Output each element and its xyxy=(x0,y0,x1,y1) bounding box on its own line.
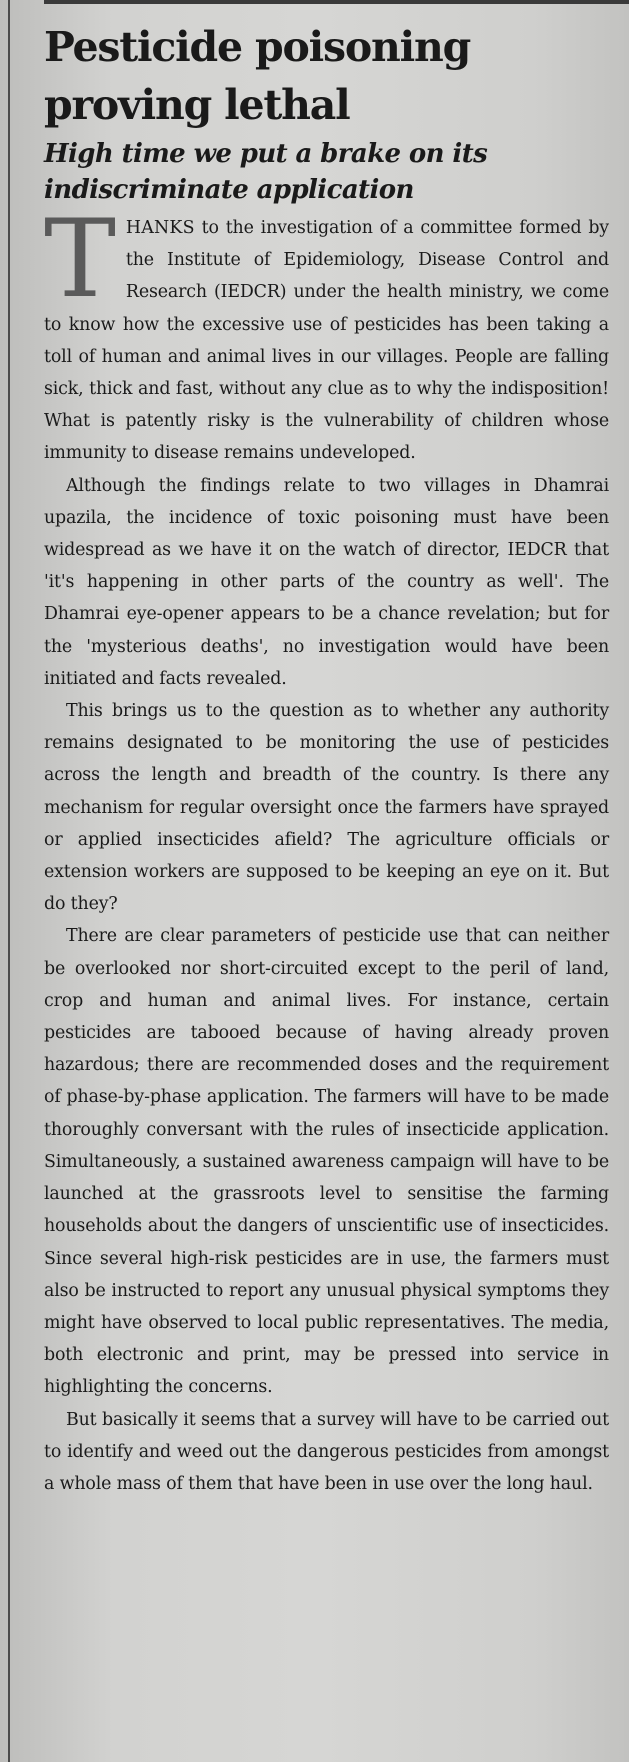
paragraph-5: But basically it seems that a survey will have to be carried out to identify and weed out the dangerous pesticides from amongst a whole mass of them that have been in use over the long haul. xyxy=(44,1409,609,1494)
column-rule xyxy=(8,0,10,1762)
paragraph-2: Although the findings relate to two villages in Dhamrai upazila, the incidence of toxic poisoning must have been widespread as we have it on the watch of director, IEDCR that 'it's happening in other parts of the country as well'. The Dhamrai eye-opener appears to be a chance revelation; but for the 'mysterious deaths', no investigation would have been initiated and facts revealed. xyxy=(44,475,609,689)
paragraph-3: This brings us to the question as to whether any authority remains designated to be monitoring the use of pesticides across the length and breadth of the country. Is there any mechanism for regular oversight once the farmers have sprayed or applied insecticides afield? The agriculture officials or extension workers are supposed to be keeping an eye on it. But do they? xyxy=(44,701,609,915)
paragraph-1-text: to the investigation of a committee formed by the Institute of Epidemiology, Disease Control and Research (IEDCR) under the health ministry, we come to know how the excessive use of pesticides has been taking a toll of human and animal lives in our villages. People are falling sick, thick and fast, without any clue as to why the indisposition! What is patently risky is the vulnerability of children whose immunity to disease remains undeveloped. xyxy=(44,218,609,464)
subheadline-line-2: indiscriminate application xyxy=(44,175,414,205)
headline-line-1: Pesticide poisoning xyxy=(44,23,471,71)
headline xyxy=(44,10,609,134)
editorial-article xyxy=(44,10,609,1500)
paragraph-4: There are clear parameters of pesticide use that can neither be overlooked nor short-circuited except to the peril of land, crop and human and animal lives. For instance, certain pesticides are tabooed because of having already proven hazardous; there are recommended doses and the requirement of phase-by-phase application. The farmers will have to be made thoroughly conversant with the rules of insecticide application. Simultaneously, a sustained awareness campaign will have to be launched at the grassroots level to sensitise the farming households about the dangers of unscientific use of insecticides. Since several high-risk pesticides are in use, the farmers must also be instructed to report any unusual physical symptoms they might have observed to local public representatives. The media, both electronic and print, may be pressed into service in highlighting the concerns. xyxy=(44,926,609,1398)
paragraph-1 xyxy=(44,197,609,470)
top-rule xyxy=(44,0,629,4)
subheadline xyxy=(44,136,609,208)
subheadline-line-1: High time we put a brake on its xyxy=(44,139,488,169)
lead-in-caps: HANKS xyxy=(125,218,195,238)
drop-cap: T xyxy=(44,197,116,322)
article-body xyxy=(44,197,609,1500)
headline-line-2: proving lethal xyxy=(44,81,350,129)
